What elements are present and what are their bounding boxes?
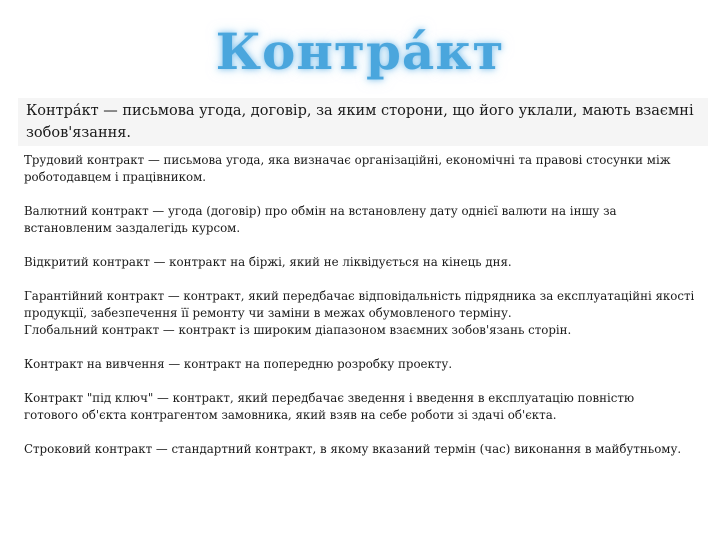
entry-open-contract: Відкритий контракт — контракт на біржі, який не ліквідується на кінець дня.	[24, 255, 512, 269]
contract-types-list	[24, 152, 704, 458]
entry-currency-contract: Валютний контракт — угода (договір) про обмін на встановлену дату однієї валюти на іншу за встановленим заздалегідь курсом.	[24, 204, 617, 235]
entry-labor-contract: Трудовий контракт — письмова угода, яка визначає організаційні, економічні та правові стосунки між роботодавцем і працівником.	[24, 153, 671, 184]
slide-title: Контра́кт	[215, 22, 505, 81]
entry-term-contract: Строковий контракт — стандартний контракт, в якому вказаний термін (час) виконання в майбутньому.	[24, 442, 682, 456]
definition-text: Контра́кт — письмова угода, договір, за яким сторони, що його уклали, мають взаємні зобов'язання.	[18, 98, 708, 146]
entry-turnkey-contract: Контракт "під ключ" — контракт, який передбачає зведення і введення в експлуатацію повністю готового об'єкта контрагентом замовника, який взяв на себе роботи зі здачі об'єкта.	[24, 391, 635, 422]
entry-global-contract: Глобальний контракт — контракт із широким діапазоном взаємних зобов'язань сторін.	[24, 323, 572, 337]
entry-study-contract: Контракт на вивчення — контракт на попередню розробку проекту.	[24, 357, 453, 371]
entry-guarantee-contract: Гарантійний контракт — контракт, який передбачає відповідальність підрядника за експлуатаційні якості продукції, забезпечення її ремонту чи заміни в межах обумовленого терміну.	[24, 289, 695, 320]
